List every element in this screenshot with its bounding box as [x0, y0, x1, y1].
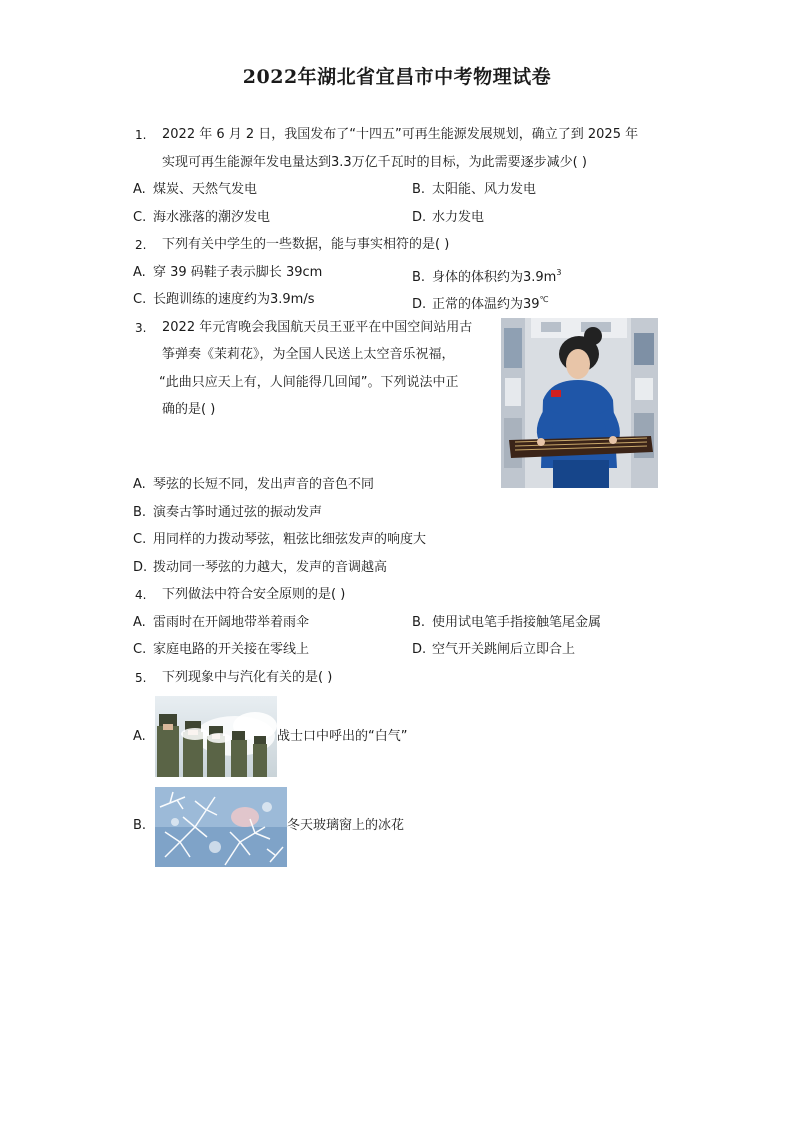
question-3-option-c[interactable]: C. 用同样的力拨动琴弦，粗弦比细弦发声的响度大 — [133, 532, 427, 547]
question-3-stem-line3: “此曲只应天上有，人间能得几回闻”。下列说法中正 — [159, 375, 459, 390]
question-5-option-a-text[interactable]: 战士口中呼出的“白气” — [277, 729, 408, 744]
question-3-stem-line2: 筝弹奏《茉莉花》，为全国人民送上太空音乐祝福， — [162, 347, 455, 362]
question-3-option-b[interactable]: B. 演奏古筝时通过弦的振动发声 — [133, 505, 323, 520]
page-title: 2022年湖北省宜昌市中考物理试卷 — [242, 66, 552, 88]
question-2-option-c[interactable]: C. 长跑训练的速度约为3.9m/s — [133, 292, 315, 307]
question-5-number: 5. — [135, 671, 147, 685]
question-4-option-d[interactable]: D. 空气开关跳闸后立即合上 — [412, 642, 576, 657]
frost-window-photo — [155, 787, 287, 867]
question-2-option-d[interactable]: D. 正常的体温约为39℃ — [412, 295, 549, 312]
question-4-option-b[interactable]: B. 使用试电笔手指接触笔尾金属 — [412, 615, 602, 630]
question-1-option-d[interactable]: D. 水力发电 — [412, 210, 485, 225]
question-2-number: 2. — [135, 238, 147, 252]
question-3-stem-line1: 2022 年元宵晚会我国航天员王亚平在中国空间站用古 — [162, 320, 473, 335]
question-1-option-b[interactable]: B. 太阳能、风力发电 — [412, 182, 537, 197]
question-3-stem-line4: 确的是( ) — [162, 402, 216, 417]
question-5-option-b-label[interactable]: B. — [133, 818, 147, 833]
question-1-option-a[interactable]: A. 煤炭、天然气发电 — [133, 182, 258, 197]
question-5-option-a-label[interactable]: A. — [133, 729, 146, 744]
question-1-option-c[interactable]: C. 海水涨落的潮汐发电 — [133, 210, 271, 225]
question-3-option-a[interactable]: A. 琴弦的长短不同，发出声音的音色不同 — [133, 477, 375, 492]
question-4-number: 4. — [135, 588, 147, 602]
question-5-stem: 下列现象中与汽化有关的是( ) — [162, 670, 333, 685]
soldiers-breath-photo — [155, 696, 277, 777]
question-2-stem: 下列有关中学生的一些数据，能与事实相符的是( ) — [162, 237, 450, 252]
question-1-number: 1. — [135, 128, 147, 142]
question-1-stem-line1: 2022 年 6 月 2 日，我国发布了“十四五”可再生能源发展规划，确立了到 2025 年 — [162, 127, 639, 142]
question-4-option-c[interactable]: C. 家庭电路的开关接在零线上 — [133, 642, 310, 657]
question-4-stem: 下列做法中符合安全原则的是( ) — [162, 587, 346, 602]
question-3-number: 3. — [135, 321, 147, 335]
question-1-stem-line2: 实现可再生能源年发电量达到3.3万亿千瓦时的目标，为此需要逐步减少( ) — [162, 155, 587, 170]
question-2-option-a[interactable]: A. 穿 39 码鞋子表示脚长 39cm — [133, 265, 323, 280]
question-4-option-a[interactable]: A. 雷雨时在开阔地带举着雨伞 — [133, 615, 310, 630]
question-3-option-d[interactable]: D. 拨动同一琴弦的力越大，发声的音调越高 — [133, 560, 388, 575]
question-2-option-b[interactable]: B. 身体的体积约为$3.9m^3$ — [412, 268, 562, 285]
astronaut-guzheng-photo — [501, 318, 658, 488]
question-5-option-b-text[interactable]: 冬天玻璃窗上的冰花 — [287, 818, 405, 833]
